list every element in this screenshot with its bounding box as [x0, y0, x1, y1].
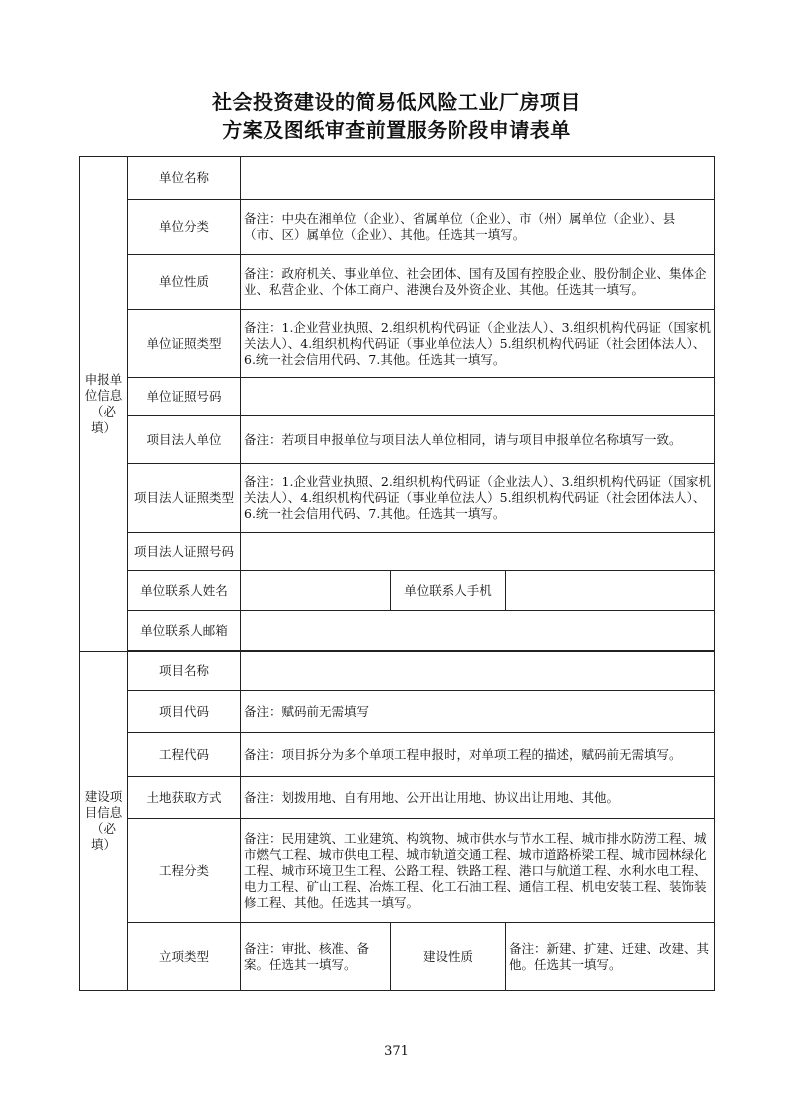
project-code-note[interactable]: 备注：赋码前无需填写	[241, 691, 715, 733]
legal-unit-note[interactable]: 备注：若项目申报单位与项目法人单位相同，请与项目申报单位名称填写一致。	[241, 416, 715, 464]
unit-name-field[interactable]	[241, 157, 715, 200]
unit-name-label: 单位名称	[128, 157, 241, 200]
legal-cert-type-note[interactable]: 备注：1.企业营业执照、2.组织机构代码证（企业法人）、3.组织机构代码证（国家机关法人）、4.组织机构代码证（事业单位法人）5.组织机构代码证（社会团体法人）、6.统一社会信用代码、7.其他。任选其一填写。	[241, 464, 715, 533]
form-title-line1: 社会投资建设的简易低风险工业厂房项目	[212, 90, 581, 114]
engineering-code-label: 工程代码	[128, 733, 241, 777]
land-method-label: 土地获取方式	[128, 777, 241, 819]
contact-name-label: 单位联系人姓名	[128, 571, 241, 611]
applicant-section-heading: 申报单位信息（必填）	[80, 157, 128, 652]
cert-type-label: 单位证照类型	[128, 310, 241, 378]
unit-category-note[interactable]: 备注：中央在湘单位（企业）、省属单位（企业）、市（州）属单位（企业）、县（市、区）属单位（企业）、其他。任选其一填写。	[241, 200, 715, 255]
engineering-code-note[interactable]: 备注：项目拆分为多个单项工程申报时，对单项工程的描述，赋码前无需填写。	[241, 733, 715, 777]
project-name-field[interactable]	[241, 652, 715, 691]
contact-email-field[interactable]	[241, 611, 715, 651]
approval-type-label: 立项类型	[128, 923, 241, 991]
construction-nature-label: 建设性质	[391, 923, 506, 991]
cert-type-note[interactable]: 备注：1.企业营业执照、2.组织机构代码证（企业法人）、3.组织机构代码证（国家机关法人）、4.组织机构代码证（事业单位法人）5.组织机构代码证（社会团体法人）、6.统一社会信用代码、7.其他。任选其一填写。	[241, 310, 715, 378]
land-method-note[interactable]: 备注：划拨用地、自有用地、公开出让用地、协议出让用地、其他。	[241, 777, 715, 819]
contact-phone-field[interactable]	[506, 571, 715, 611]
project-name-label: 项目名称	[128, 652, 241, 691]
contact-phone-label: 单位联系人手机	[391, 571, 506, 611]
legal-unit-label: 项目法人单位	[128, 416, 241, 464]
unit-nature-label: 单位性质	[128, 255, 241, 310]
engineering-class-label: 工程分类	[128, 819, 241, 923]
page-number: 371	[384, 1044, 409, 1059]
application-form-table	[79, 156, 715, 991]
legal-cert-no-field[interactable]	[241, 533, 715, 571]
form-title-line2: 方案及图纸审查前置服务阶段申请表单	[222, 118, 571, 142]
project-code-label: 项目代码	[128, 691, 241, 733]
approval-type-note[interactable]: 备注：审批、核准、备案。任选其一填写。	[241, 923, 391, 991]
legal-cert-no-label: 项目法人证照号码	[128, 533, 241, 571]
unit-category-label: 单位分类	[128, 200, 241, 255]
engineering-class-note[interactable]: 备注：民用建筑、工业建筑、构筑物、城市供水与节水工程、城市排水防涝工程、城市燃气工程、城市供电工程、城市轨道交通工程、城市道路桥梁工程、城市园林绿化工程、城市环境卫生工程、公路工程、铁路工程、港口与航道工程、水利水电工程、电力工程、矿山工程、冶炼工程、化工石油工程、通信工程、机电安装工程、装饰装修工程、其他。任选其一填写。	[241, 819, 715, 923]
construction-nature-note[interactable]: 备注：新建、扩建、迁建、改建、其他。任选其一填写。	[506, 923, 715, 991]
legal-cert-type-label: 项目法人证照类型	[128, 464, 241, 533]
cert-no-field[interactable]	[241, 378, 715, 416]
project-section-heading: 建设项目信息（必填）	[80, 652, 128, 991]
contact-email-label: 单位联系人邮箱	[128, 611, 241, 651]
unit-nature-note[interactable]: 备注：政府机关、事业单位、社会团体、国有及国有控股企业、股份制企业、集体企业、私营企业、个体工商户、港澳台及外资企业、其他。任选其一填写。	[241, 255, 715, 310]
cert-no-label: 单位证照号码	[128, 378, 241, 416]
contact-name-field[interactable]	[241, 571, 391, 611]
